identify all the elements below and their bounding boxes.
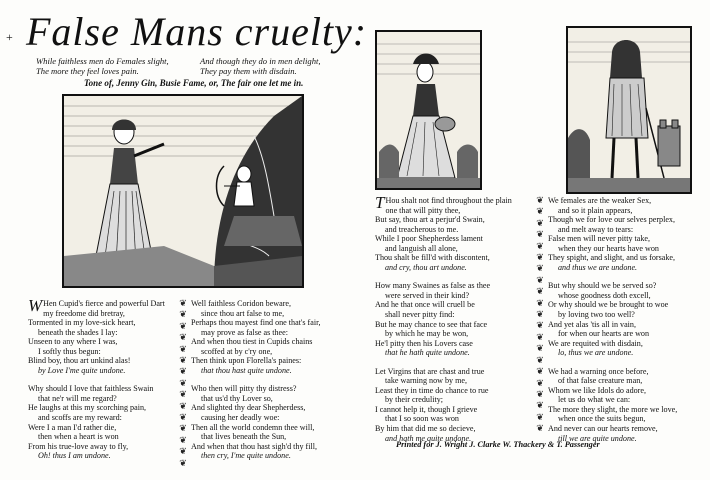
woodcut-shepherdess [375,30,482,190]
verse-line: then cry, I'me quite undone. [201,451,291,461]
verse-line: Thou shalt be fill'd with discontent, [375,253,490,263]
verse-line: Who then will pitty thy distress? [191,384,297,394]
fleuron-icon: ❦ [179,309,187,320]
verse-line: I cannot help it, though I grieve [375,404,478,414]
verse-line: for when our hearts are won [558,329,650,339]
verse-line: since thou art false to me, [201,308,285,318]
verse-line: and hath me quite undone. [385,433,472,443]
verse-line [375,272,501,281]
verse-line: They spight, and slight, and us forsake, [548,253,676,263]
verse-line: We are requited with disdain, [548,338,643,348]
fleuron-icon: ❦ [536,195,544,205]
verse-line: Least they in time do chance to rue [375,385,489,395]
verse-line: till we are quite undone. [558,433,637,443]
verse-line: Why should I love that faithless Swain [28,384,154,394]
verse-line: by loving two too well? [558,310,635,320]
verse-line: Whom we like Idols do adore, [548,385,646,395]
verse-line: may prove as false as thee: [201,327,288,337]
dropcap-w: W [28,296,43,315]
verse-line: that he hath quite undone. [385,348,470,358]
verse-line: And slighted thy dear Shepherdess, [191,403,306,413]
fleuron-icon: ❦ [179,298,187,308]
verse-line: We females are the weaker Sex, [548,196,652,205]
verse-line: scoffed at by c'ry one, [201,346,273,356]
fleuron-icon: ❦ [536,423,544,434]
fleuron-icon: ❦ [536,240,544,251]
verse-line: Oh! thus I am undone. [38,451,111,461]
verse-line: one that will pitty thee, [385,205,461,215]
col3-lines [375,193,512,443]
ballad-title: False Mans cruelty: [26,9,368,54]
registration-mark-icon: + [6,30,13,44]
subtitle-right-line-1: And though they do in men delight, [200,56,321,66]
verse-line: of that false creature man, [558,376,643,386]
verse-line [191,375,320,384]
fleuron-icon: ❦ [179,446,187,457]
verse-line: By him that did me so decieve, [375,424,476,434]
subtitle-left [36,56,169,76]
verse-line: when they our hearts have won [558,243,659,253]
verse-line: Hen Cupid's fierce and powerful Dart [43,299,165,308]
verse-line: Blind boy, thou art unkind alas! [28,356,131,366]
verse-column-4 [548,196,677,443]
dropcap-t: T [375,193,385,212]
verse-line: that lives beneath the Sun, [201,432,287,442]
verse-column-3 [375,193,512,443]
verse-column-2 [191,299,320,461]
fleuron-icon: ❦ [179,343,187,354]
fleuron-icon: ❦ [536,343,544,354]
woodcut-gentleman [566,26,692,194]
verse-line: I softly thus begun: [38,346,101,356]
col2-lines [191,299,320,461]
col1-lines [28,296,165,461]
verse-line: And never can our hearts remove, [548,424,658,434]
verse-line: But why should we be served so? [548,281,657,291]
verse-line: Though we for love our selves perplex, [548,215,675,225]
verse-line: then when a heart is won [38,432,119,442]
verse-line: While I poor Shepherdess lament [375,234,483,244]
fleuron-icon: ❦ [179,412,187,423]
fleuron-icon: ❦ [179,366,187,377]
fleuron-icon: ❦ [179,389,187,400]
verse-line: How many Swaines as false as thee [375,281,491,291]
verse-line: by their credulity; [385,395,443,405]
verse-line: Then all the world condemn thee will, [191,422,315,432]
verse-line [28,375,153,384]
verse-line: And when thou tiest in Cupids chains [191,337,313,347]
fleuron-icon: ❦ [536,309,544,320]
verse-line: Tormented in my love-sick heart, [28,318,136,328]
woodcut-woman-and-cupid [62,94,304,288]
verse-line: And yet alas 'tis all in vain, [548,319,636,329]
verse-line: He laughs at this my scorching pain, [28,403,147,413]
verse-line: that thou hast quite undone. [201,365,292,375]
subtitle-left-line-1: While faithless men do Females slight, [36,56,169,66]
fleuron-icon: ❦ [536,274,544,285]
verse-line: whose goodness doth excell, [558,290,651,300]
verse-line: Then think upon Florella's paines: [191,356,302,366]
verse-line [548,358,677,367]
fleuron-icon: ❦ [536,286,544,297]
fleuron-icon: ❦ [536,377,544,388]
verse-line: Let Virgins that are chast and true [375,366,485,376]
verse-line: beneath the shades I lay: [38,327,118,337]
subtitle-right-line-2: They pay them with disdain. [200,66,297,76]
fleuron-icon: ❦ [536,206,544,217]
verse-line: that ne'r will me regard? [38,393,117,403]
verse-line: Perhaps thou mayest find one that's fair, [191,318,321,328]
fleuron-icon: ❦ [536,217,544,228]
verse-line: Well faithless Coridon beware, [191,299,292,308]
verse-line: when once the suits begun, [558,414,646,424]
fleuron-icon: ❦ [179,332,187,343]
verse-line: and so it plain appears, [558,205,633,215]
fleuron-icon: ❦ [536,331,544,342]
verse-line: were served in their kind? [385,290,470,300]
subtitle-left-line-2: The more they feel loves pain. [36,66,139,76]
subtitle-right [200,56,321,76]
fleuron-icon: ❦ [536,229,544,240]
verse-line: shall never pitty find: [385,310,455,320]
ornament-column-right [535,195,545,435]
verse-line: and melt away to tears: [558,224,634,234]
verse-line: let us do what we can: [558,395,631,405]
verse-line [375,358,501,367]
fleuron-icon: ❦ [179,457,187,468]
verse-line: False men will never pitty take, [548,234,651,244]
verse-line [548,272,677,281]
fleuron-icon: ❦ [536,320,544,331]
verse-line: causing her deadly woe: [201,413,280,423]
verse-line: Hou shalt not find throughout the plain [385,196,512,205]
verse-line: He'l pitty then his Lovers case [375,338,473,348]
verse-line: But say, thou art a perjur'd Swain, [375,215,485,225]
verse-line: From his true-love away to fly, [28,441,129,451]
verse-line: that I so soon was won [385,414,459,424]
fleuron-icon: ❦ [536,388,544,399]
verse-line: that us'd thy Lover so, [201,393,273,403]
verse-column-1 [28,296,165,461]
fleuron-icon: ❦ [179,400,187,411]
verse-line: my freedome did bretray, [43,308,125,318]
fleuron-icon: ❦ [536,297,544,308]
fleuron-icon: ❦ [536,400,544,411]
verse-line: And when that thou hast sigh'd thy fill, [191,441,318,451]
fleuron-icon: ❦ [536,252,544,263]
verse-line: and languish all alone, [385,243,458,253]
verse-line: and treacherous to me. [385,224,459,234]
ornament-column-left [178,298,188,469]
verse-line: and cry, thou art undone. [385,262,467,272]
verse-line: take warning now by me, [385,376,468,386]
verse-line: The more they slight, the more we love, [548,404,678,414]
fleuron-icon: ❦ [536,354,544,365]
fleuron-icon: ❦ [179,423,187,434]
verse-line: lo, thus we are undone. [558,348,634,358]
fleuron-icon: ❦ [179,434,187,445]
fleuron-icon: ❦ [179,320,187,331]
verse-line: by Love I'me quite undone. [38,365,126,375]
fleuron-icon: ❦ [179,377,187,388]
verse-line: Were I a man I'd rather die, [28,422,117,432]
fleuron-icon: ❦ [536,411,544,422]
verse-line: We had a warning once before, [548,366,649,376]
verse-line: But he may chance to see that face [375,319,488,329]
printer-imprint: Printed for J. Wright J. Clarke W. Thackery & T. Passenger [396,440,600,449]
verse-line: And he that once will cruell be [375,300,475,310]
fleuron-icon: ❦ [536,263,544,274]
verse-line: by which he may be won, [385,329,469,339]
verse-line: Unseen to any where I was, [28,337,118,347]
verse-line: and scoffs are my reward: [38,413,122,423]
fleuron-icon: ❦ [179,355,187,366]
verse-line: Or why should we be brought to woe [548,300,669,310]
verse-line: and thus we are undone. [558,262,638,272]
fleuron-icon: ❦ [536,366,544,377]
tune-line: Tone of, Jenny Gin, Busie Fame, or, The fair one let me in. [84,78,304,88]
col4-lines [548,196,677,443]
